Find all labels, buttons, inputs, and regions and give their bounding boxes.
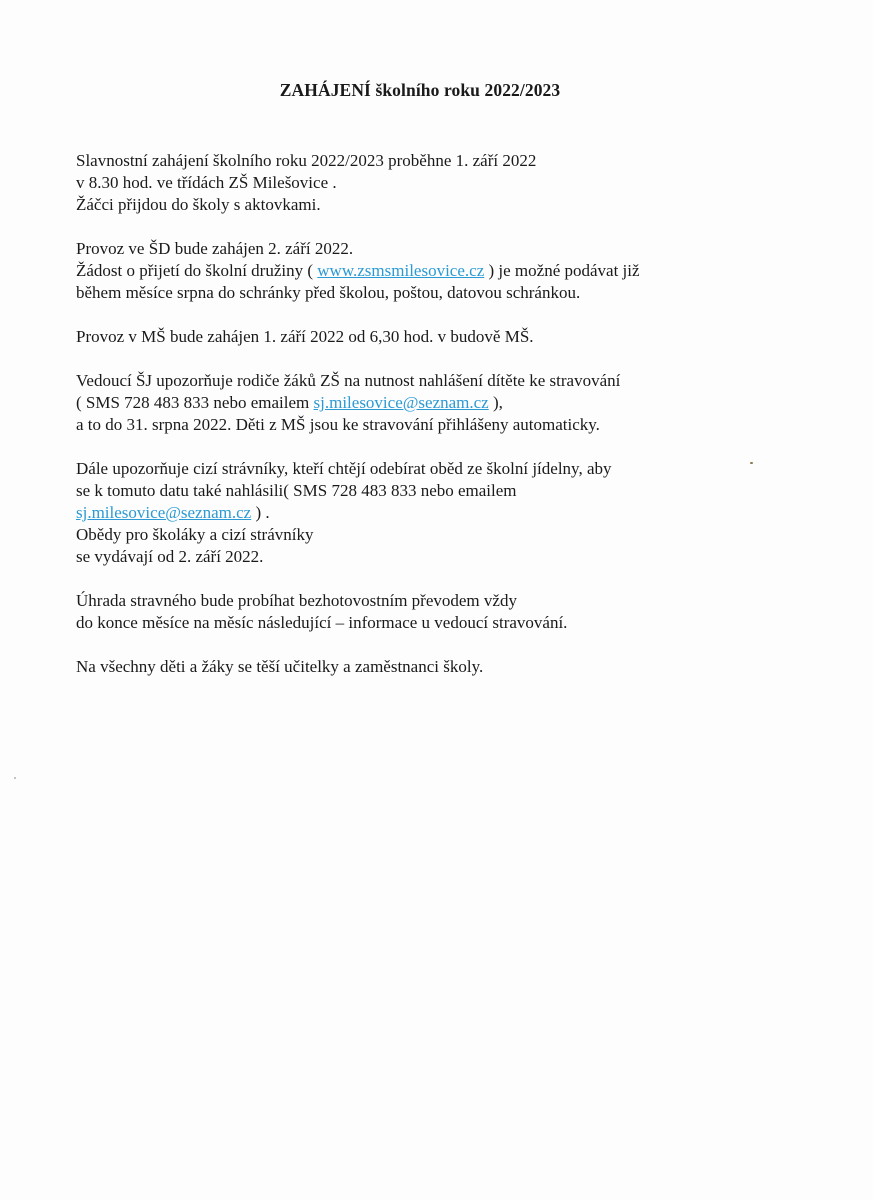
- text-line: Dále upozorňuje cizí strávníky, kteří chtějí odebírat oběd ze školní jídelny, aby: [76, 459, 612, 478]
- text-line: Provoz ve ŠD bude zahájen 2. září 2022.: [76, 239, 354, 258]
- text-line: Obědy pro školáky a cizí strávníky: [76, 525, 314, 544]
- canteen-email-link-2[interactable]: sj.milesovice@seznam.cz: [76, 503, 252, 522]
- paragraph-closing: [76, 656, 836, 678]
- text-segment: ),: [488, 393, 503, 412]
- school-website-link[interactable]: www.zsmsmilesovice.cz: [317, 261, 485, 280]
- scan-speck: [14, 777, 16, 779]
- scan-speck: [750, 462, 753, 464]
- text-line: Vedoucí ŠJ upozorňuje rodiče žáků ZŠ na nutnost nahlášení dítěte ke stravování: [76, 371, 621, 390]
- text-line: Slavnostní zahájení školního roku 2022/2023 proběhne 1. září 2022: [76, 151, 537, 170]
- text-line: v 8.30 hod. ve třídách ZŠ Milešovice .: [76, 173, 337, 192]
- paragraph-opening-ceremony: [76, 150, 836, 216]
- text-line: Úhrada stravného bude probíhat bezhotovostním převodem vždy: [76, 591, 517, 610]
- text-line: do konce měsíce na měsíc následující – informace u vedoucí stravování.: [76, 613, 568, 632]
- document-body: [76, 150, 836, 700]
- paragraph-payment: [76, 590, 836, 634]
- text-line: [76, 502, 836, 524]
- text-line: a to do 31. srpna 2022. Děti z MŠ jsou ke stravování přihlášeny automaticky.: [76, 415, 600, 434]
- text-line: Na všechny děti a žáky se těší učitelky a zaměstnanci školy.: [76, 657, 484, 676]
- text-line: se vydávají od 2. září 2022.: [76, 547, 264, 566]
- canteen-email-link[interactable]: sj.milesovice@seznam.cz: [313, 393, 489, 412]
- text-line: se k tomuto datu také nahlásili( SMS 728 483 833 nebo emailem: [76, 481, 517, 500]
- text-line: Žáčci přijdou do školy s aktovkami.: [76, 195, 321, 214]
- text-line: [76, 392, 836, 414]
- paragraph-canteen-registration: [76, 370, 836, 436]
- text-line: během měsíce srpna do schránky před školou, poštou, datovou schránkou.: [76, 283, 581, 302]
- text-line: Provoz v MŠ bude zahájen 1. září 2022 od 6,30 hod. v budově MŠ.: [76, 327, 534, 346]
- text-segment: ) je možné podávat již: [484, 261, 640, 280]
- text-line: [76, 260, 836, 282]
- text-segment: Žádost o přijetí do školní družiny (: [76, 261, 318, 280]
- text-segment: ) .: [251, 503, 270, 522]
- paragraph-kindergarten: [76, 326, 836, 348]
- document-title: ZAHÁJENÍ školního roku 2022/2023: [279, 80, 561, 100]
- paragraph-external-diners: [76, 458, 836, 568]
- text-segment: ( SMS 728 483 833 nebo emailem: [76, 393, 314, 412]
- paragraph-school-club: [76, 238, 836, 304]
